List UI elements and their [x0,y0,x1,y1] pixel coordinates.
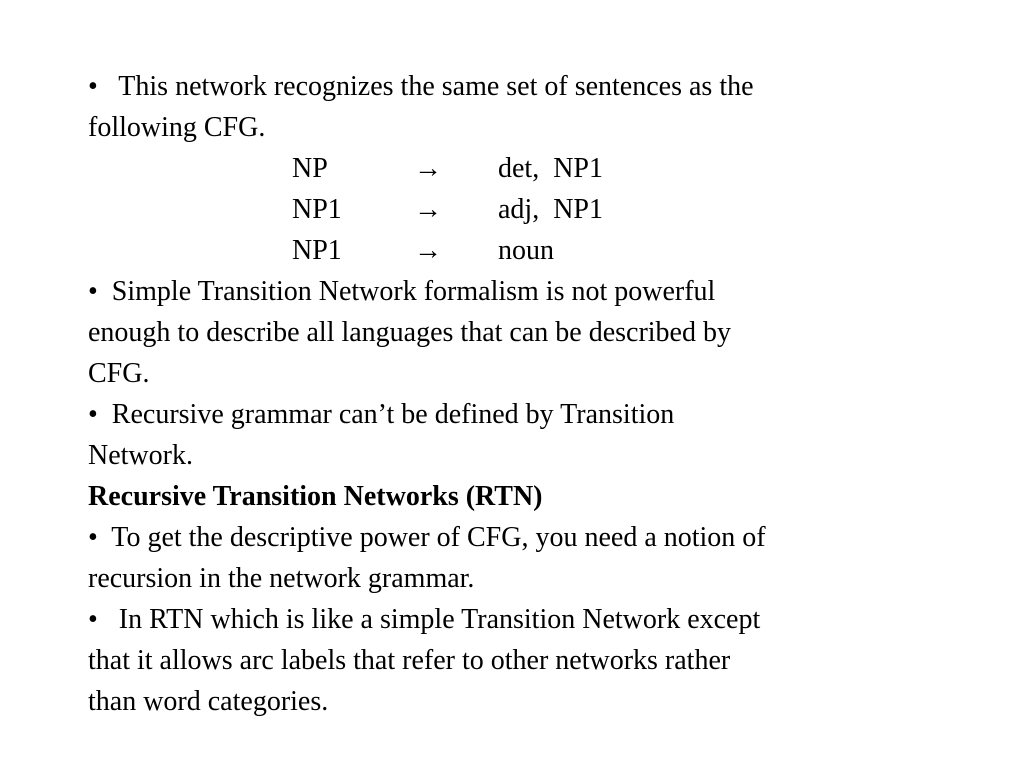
bullet-2-line-3: CFG. [88,358,150,389]
rule-1-rhs: det, NP1 [498,153,603,184]
bullet-4-line-1: • To get the descriptive power of CFG, you need a notion of [88,522,766,553]
rule-3-rhs: noun [498,235,554,266]
rule-2-lhs: NP1 [292,194,342,225]
bullet-1-line-2: following CFG. [88,112,266,143]
grammar-rule-3 [88,230,968,271]
bullet-3-line-2: Network. [88,440,193,471]
bullet-5-line-3: than word categories. [88,686,329,717]
bullet-2-line-2: enough to describe all languages that can be described by [88,317,731,348]
bullet-4-line-2: recursion in the network grammar. [88,563,475,594]
bullet-5-line-1: • In RTN which is like a simple Transition Network except [88,604,761,635]
grammar-rule-1 [88,148,968,189]
right-arrow-icon: → [414,235,442,266]
slide-content [88,66,968,722]
bullet-2-line-1: • Simple Transition Network formalism is not powerful [88,276,716,307]
right-arrow-icon: → [414,194,442,225]
rule-3-lhs: NP1 [292,235,342,266]
section-heading: Recursive Transition Networks (RTN) [88,481,543,512]
bullet-5-line-2: that it allows arc labels that refer to other networks rather [88,645,731,676]
rule-1-lhs: NP [292,153,328,184]
bullet-3-line-1: • Recursive grammar can’t be defined by Transition [88,399,675,430]
grammar-rule-2 [88,189,968,230]
right-arrow-icon: → [414,153,442,184]
rule-2-rhs: adj, NP1 [498,194,603,225]
bullet-1-line-1: • This network recognizes the same set of sentences as the [88,71,754,102]
